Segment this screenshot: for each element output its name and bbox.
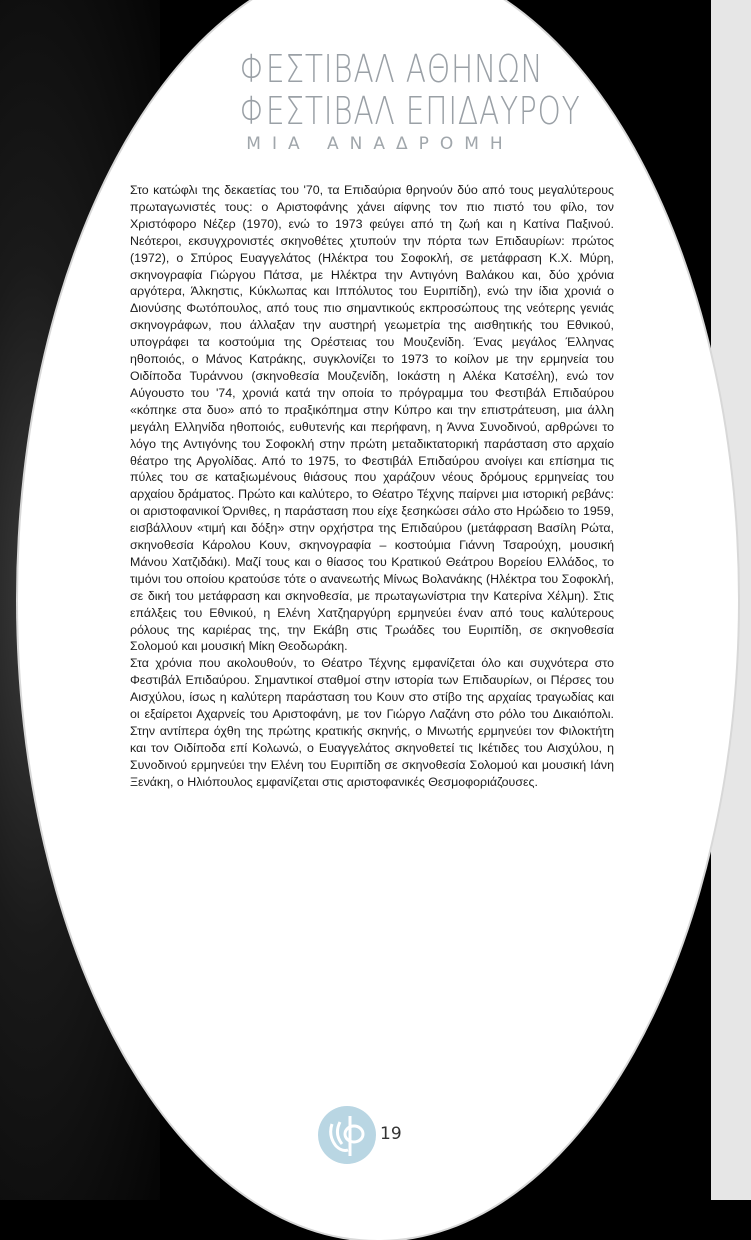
festival-logo-icon	[318, 1106, 376, 1164]
page-number: 19	[380, 1124, 402, 1144]
paragraph-2: Στα χρόνια που ακολουθούν, το Θέατρο Τέχνης εμφανίζεται όλο και συχνότερα στο Φεστιβάλ Επιδαύρου. Σημαντικοί σταθμοί στην ιστορία των Επιδαυρίων, οι Πέρσες του Αισχύλου, ίσως η καλύτερη παράσταση του Κουν στο στίβο της αρχαίας τραγωδίας και οι εξαίρετοι Αχαρνείς του Αριστοφάνη, με τον Γιώργο Λαζάνη στο ρόλο του Δικαιόπολι. Στην αντίπερα όχθη της πρώτης κρατικής σκηνής, ο Μινωτής ερμηνεύει τον Φιλοκτήτη και τον Οιδίποδα επί Κολωνώ, ο Ευαγγελάτος σκηνοθετεί τις Ικέτιδες του Αισχύλου, η Συνοδινού ερμηνεύει την Ελένη του Ευριπίδη σε σκηνοθεσία Σολομού και μουσική Ιάνη Ξενάκη, ο Ηλιόπουλος εμφανίζεται στις αριστοφανικές Θεσμοφοριάζουσες.	[130, 656, 614, 789]
paragraph-1: Στο κατώφλι της δεκαετίας του '70, τα Επιδαύρια θρηνούν δύο από τους μεγαλύτερους πρωταγωνιστές τους: ο Αριστοφάνης χάνει αίφνης τον πιο πιστό του φίλο, τον Χριστόφορο Νέζερ (1970), ενώ το 1973 φεύγει από τη ζωή και η Κατίνα Παξινού. Νεότεροι, εκσυγχρονιστές σκηνοθέτες χτυπούν την πόρτα των Επιδαυρίων: πρώτος (1972), ο Σπύρος Ευαγγελάτος (Ηλέκτρα του Σοφοκλή, σε μετάφραση Κ.Χ. Μύρη, σκηνογραφία Γιώργου Πάτσα, με Ηλέκτρα την Αντιγόνη Βαλάκου και, δύο χρόνια αργότερα, Άλκηστις, Κύκλωπας και Ιππόλυτος του Ευριπίδη), ενώ την ίδια χρονιά ο Διονύσης Φωτόπουλος, από τους πιο σημαντικούς εκπροσώπους της νεότερης γενιάς σκηνογράφων, που άλλαξαν την αυστηρή γεωμετρία της αισθητικής του Εθνικού, υπογράφει τα κοστούμια της Ορέστειας του Μουζενίδη. Ένας μεγάλος Έλληνας ηθοποιός, ο Μάνος Κατράκης, συγκλονίζει το 1973 το κοίλον με την ερμηνεία του Οιδίποδα Τυράννου (σκηνοθεσία Μουζενίδη, Ιοκάστη η Αλέκα Κατσέλη), ενώ τον Αύγουστο του '74, χρονιά κατά την οποία το πρόγραμμα του Φεστιβάλ Επιδαύρου «κόπηκε στα δυο» από το πραξικόπημα στην Κύπρο και την επιστράτευση, μια άλλη μεγάλη Ελληνίδα ηθοποιός, ευθυτενής και περήφανη, η Άννα Συνοδινού, αρθρώνει το λόγο της Αντιγόνης του Σοφοκλή στην πρώτη μεταδικτατορική παράσταση στο αρχαίο θέατρο της Αργολίδας. Από το 1975, το Φεστιβάλ Επιδαύρου ανοίγει και επίσημα τις πύλες του σε καταξιωμένους θιάσους που χαράζουν νέους δρόμους ερμηνείας του αρχαίου δράματος. Πρώτο και καλύτερο, το Θέατρο Τέχνης παίρνει μια ιστορική ρεβάνς: οι αριστοφανικοί Όρνιθες, η παράσταση που είχε ξεσηκώσει σάλο στο Ηρώδειο το 1959, εισβάλλουν «τιμή και δόξη» στην ορχήστρα της Επιδαύρου (μετάφραση Βασίλη Ρώτα, σκηνοθεσία Κάρολου Κουν, σκηνογραφία – κοστούμια Γιάννη Τσαρούχη, μουσική Μάνου Χατζιδάκι). Μαζί τους και ο θίασος του Κρατικού Θεάτρου Βορείου Ελλάδος, το τιμόνι του οποίου κρατούσε τότε ο ανανεωτής Μίνως Βολανάκης (Ηλέκτρα του Σοφοκλή, σε δική του μετάφραση και σκηνοθεσία, με πρωταγωνίστρια την Κατερίνα Χέλμη). Στις επάλξεις του Εθνικού, η Ελένη Χατζηαργύρη ερμηνεύει έναν από τους καλύτερους ρόλους της καριέρας της, την Εκάβη στις Τρωάδες του Ευριπίδη, σε σκηνοθεσία Σολομού και μουσική Μίκη Θεοδωράκη.	[130, 183, 614, 654]
header	[200, 47, 581, 154]
subtitle: ΜΙΑ ΑΝΑΔΡΟΜΗ	[246, 134, 514, 154]
body-text	[130, 182, 614, 791]
title-line-2: ΦΕΣΤΙΒΑΛ ΕΠΙΔΑΥΡΟΥ	[239, 89, 581, 133]
festival-logo	[318, 1106, 376, 1164]
title-line-1: ΦΕΣΤΙΒΑΛ ΑΘΗΝΩΝ	[239, 47, 544, 91]
